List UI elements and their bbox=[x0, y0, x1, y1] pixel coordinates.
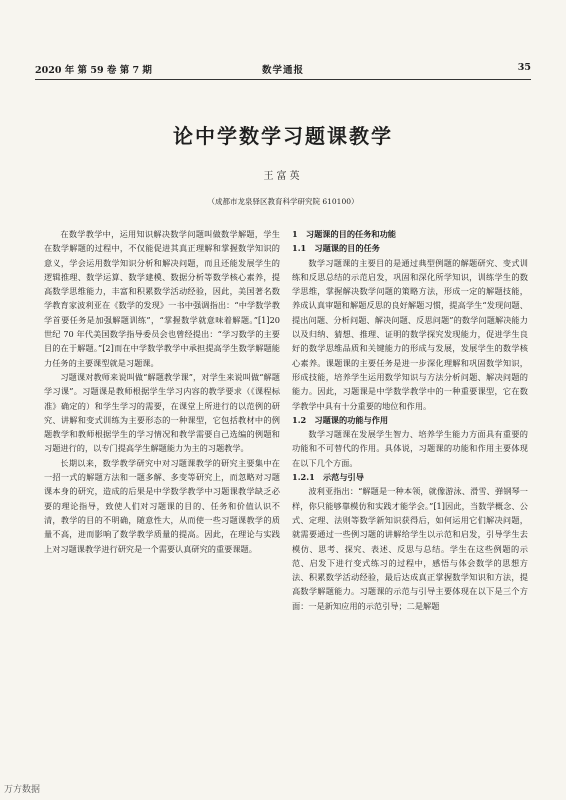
journal-name: 数学通报 bbox=[261, 65, 304, 76]
page-number: 35 bbox=[517, 62, 531, 73]
body-paragraph: 数学习题课的主要目的是通过典型例题的解题研究、变式训练和反思总结的示范启发，巩固和深化所学知识，训练学生的数学思维，掌握解决数学问题的策略方法，形成一定的解题技能，养成认真审题和解题反思的良好解题习惯，提高学生“发现问题、提出问题、分析问题、解决问题、反思问题”的数学问题解决能力以及归纳、猜想、推理、证明的数学探究发现能力，促进学生良好的数学思维品质和关键能力的形成与发展，发展学生的数学核心素养。课题课的主要任务是进一步深化理解和巩固数学知识，形成技能，培养学生运用数学知识与方法分析问题、解决问题的能力。因此，习题课是中学数学教学中的一种重要课型，它在数学教学中具有十分重要的地位和作用。 bbox=[292, 257, 528, 411]
body-paragraph: 数学习题课在发展学生智力、培养学生能力方面具有重要的功能和不可替代的作用。具体说，习题课的功能和作用主要体现在以下几个方面。 bbox=[292, 429, 528, 468]
section-heading: 1 习题课的目的任务和功能 bbox=[292, 229, 396, 239]
body-paragraph: 波利亚指出：“解题是一种本领，就像游泳、滑雪、弹钢琴一样，你只能够靠模仿和实践才能学会。”[1]因此，当数学概念、公式、定理、法则等数学新知识获得后，如何运用它们解决问题，就需要通过一些例习题的讲解给学生以示范和启发，引导学生去模仿、思考、探究、表述、反思与总结。学生在这些例题的示范、启发下进行变式练习的过程中，感悟与体会数学的思想方法、积累数学活动经验，最后达成真正掌握数学知识和方法，提高数学解题能力。习题课的示范与引导主要体现在以下是三个方面：一是新知应用的示范引导；二是解题 bbox=[292, 486, 528, 611]
body-paragraph: 习题课对教师来说叫做“解题教学课”，对学生来说叫做“解题学习课”。习题课是教师根据学生学习内容的教学要求（《课程标准》确定的）和学生学习的需要，在课堂上所进行的以范例的研究、讲解和变式训练为主要形态的一种课型，它包括教材中的例题教学和教师根据学生的学习情况和教学需要自己选编的例题和习题进行的，以专门提高学生解题能力为主的习题教学。 bbox=[44, 371, 280, 454]
article-title: 论中学数学习题课教学 bbox=[173, 124, 393, 148]
left-column bbox=[44, 227, 280, 556]
watermark-text: 万方数据 bbox=[4, 785, 41, 795]
body-paragraph: 长期以来，数学教学研究中对习题课教学的研究主要集中在一招一式的解题方法和一题多解、多变等研究上，而忽略对习题课本身的研究，造成的后果是中学数学教学中习题课教学缺乏必要的理论指导，致使人们对习题课的目的、任务和价值认识不清，教学的目的不明确，随意性大，从而使一些习题课教学的质量不高，进而影响了数学教学质量的提高。因此，在理论与实践上对习题课教学进行研究是一个需要认真研究的重要课题。 bbox=[44, 457, 280, 554]
subsection-heading: 1.2 习题课的功能与作用 bbox=[292, 414, 389, 425]
subsection-heading: 1.1 习题课的目的任务 bbox=[292, 243, 380, 254]
author-affiliation: （成都市龙泉驿区教育科学研究院 610100） bbox=[207, 197, 359, 206]
subsubsection-heading: 1.2.1 示范与引导 bbox=[292, 472, 364, 483]
issue-info: 2020 年 第 59 卷 第 7 期 bbox=[35, 65, 152, 76]
body-paragraph: 在数学教学中，运用知识解决数学问题叫做数学解题，学生在数学解题的过程中，不仅能促进其真正理解和掌握数学知识的意义，学会运用数学知识分析和解决问题，而且还能发展学生的逻辑推理、数学运算、数学建模、数据分析等数学核心素养，提高数学思维能力，丰富和积累数学活动经验，因此，美国著名数学教育家波利亚在《数学的发现》一书中强调指出：“中学数学教学首要任务是加强解题训练”，“掌握数学就意味着解题。”[1]20 世纪 70 年代美国数学指导委员会也曾经提出：“学习数学的主要目的在于解题。”[2]而在中学数学教学中承担提高学生数学解题能力任务的主要课型就是习题课。 bbox=[44, 229, 280, 368]
author-name: 王富英 bbox=[263, 171, 303, 182]
right-column bbox=[292, 227, 528, 613]
running-header bbox=[35, 62, 531, 76]
header-rule bbox=[35, 79, 531, 80]
